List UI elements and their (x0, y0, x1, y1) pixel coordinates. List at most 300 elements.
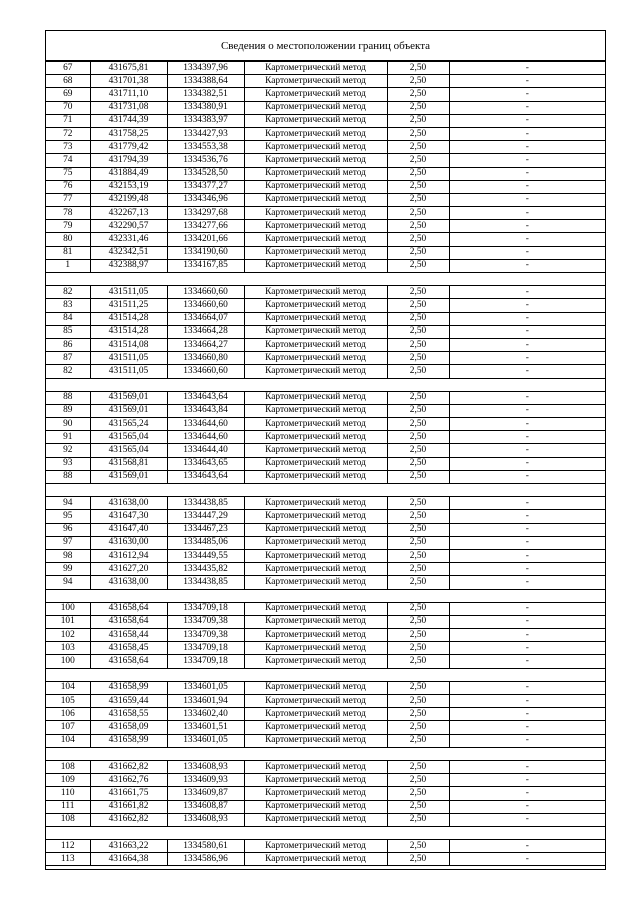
description-cell: - (449, 352, 605, 365)
separator-cell (46, 826, 605, 839)
y-coordinate-cell: 1334664,28 (167, 325, 244, 338)
x-coordinate-cell: 431569,01 (90, 391, 167, 404)
method-cell: Картометрический метод (244, 470, 387, 483)
method-cell: Картометрический метод (244, 62, 387, 75)
table-row (46, 721, 605, 734)
x-coordinate-cell: 431511,05 (90, 286, 167, 299)
y-coordinate-cell: 1334644,60 (167, 431, 244, 444)
accuracy-cell: 2,50 (387, 695, 449, 708)
method-cell: Картометрический метод (244, 101, 387, 114)
table-body (46, 62, 605, 866)
x-coordinate-cell: 431701,38 (90, 75, 167, 88)
table-row (46, 853, 605, 866)
method-cell: Картометрический метод (244, 444, 387, 457)
table-row (46, 510, 605, 523)
y-coordinate-cell: 1334601,05 (167, 681, 244, 694)
point-number-cell: 94 (46, 497, 90, 510)
accuracy-cell: 2,50 (387, 457, 449, 470)
x-coordinate-cell: 431511,25 (90, 299, 167, 312)
accuracy-cell: 2,50 (387, 299, 449, 312)
point-number-cell: 85 (46, 325, 90, 338)
description-cell: - (449, 404, 605, 417)
x-coordinate-cell: 431663,22 (90, 840, 167, 853)
accuracy-cell: 2,50 (387, 62, 449, 75)
accuracy-cell: 2,50 (387, 444, 449, 457)
accuracy-cell: 2,50 (387, 101, 449, 114)
accuracy-cell: 2,50 (387, 246, 449, 259)
y-coordinate-cell: 1334660,80 (167, 352, 244, 365)
point-number-cell: 83 (46, 299, 90, 312)
description-cell: - (449, 127, 605, 140)
method-cell: Картометрический метод (244, 536, 387, 549)
group-separator-row (46, 826, 605, 839)
y-coordinate-cell: 1334643,64 (167, 391, 244, 404)
x-coordinate-cell: 432388,97 (90, 259, 167, 272)
description-cell: - (449, 840, 605, 853)
y-coordinate-cell: 1334427,93 (167, 127, 244, 140)
description-cell: - (449, 721, 605, 734)
table-row (46, 681, 605, 694)
accuracy-cell: 2,50 (387, 418, 449, 431)
accuracy-cell: 2,50 (387, 259, 449, 272)
point-number-cell: 81 (46, 246, 90, 259)
description-cell: - (449, 576, 605, 589)
group-separator-row (46, 668, 605, 681)
method-cell: Картометрический метод (244, 352, 387, 365)
table-row (46, 259, 605, 272)
table-row (46, 708, 605, 721)
x-coordinate-cell: 431569,01 (90, 404, 167, 417)
x-coordinate-cell: 432331,46 (90, 233, 167, 246)
table-row (46, 365, 605, 378)
accuracy-cell: 2,50 (387, 721, 449, 734)
x-coordinate-cell: 431659,44 (90, 695, 167, 708)
x-coordinate-cell: 431711,10 (90, 88, 167, 101)
point-number-cell: 90 (46, 418, 90, 431)
description-cell: - (449, 365, 605, 378)
accuracy-cell: 2,50 (387, 853, 449, 866)
description-cell: - (449, 523, 605, 536)
y-coordinate-cell: 1334190,60 (167, 246, 244, 259)
group-separator-row (46, 378, 605, 391)
description-cell: - (449, 141, 605, 154)
method-cell: Картометрический метод (244, 299, 387, 312)
x-coordinate-cell: 431662,76 (90, 774, 167, 787)
y-coordinate-cell: 1334388,64 (167, 75, 244, 88)
accuracy-cell: 2,50 (387, 813, 449, 826)
description-cell: - (449, 114, 605, 127)
y-coordinate-cell: 1334608,87 (167, 800, 244, 813)
x-coordinate-cell: 431658,64 (90, 615, 167, 628)
table-row (46, 497, 605, 510)
method-cell: Картометрический метод (244, 760, 387, 773)
description-cell: - (449, 760, 605, 773)
description-cell: - (449, 655, 605, 668)
x-coordinate-cell: 431511,05 (90, 365, 167, 378)
table-row (46, 523, 605, 536)
method-cell: Картометрический метод (244, 404, 387, 417)
document-title: Сведения о местоположении границ объекта (46, 31, 605, 61)
point-number-cell: 112 (46, 840, 90, 853)
method-cell: Картометрический метод (244, 418, 387, 431)
separator-cell (46, 668, 605, 681)
table-row (46, 655, 605, 668)
method-cell: Картометрический метод (244, 813, 387, 826)
y-coordinate-cell: 1334608,93 (167, 813, 244, 826)
y-coordinate-cell: 1334660,60 (167, 365, 244, 378)
point-number-cell: 110 (46, 787, 90, 800)
y-coordinate-cell: 1334536,76 (167, 154, 244, 167)
x-coordinate-cell: 431662,82 (90, 760, 167, 773)
accuracy-cell: 2,50 (387, 563, 449, 576)
x-coordinate-cell: 431779,42 (90, 141, 167, 154)
accuracy-cell: 2,50 (387, 536, 449, 549)
y-coordinate-cell: 1334586,96 (167, 853, 244, 866)
point-number-cell: 84 (46, 312, 90, 325)
table-row (46, 840, 605, 853)
y-coordinate-cell: 1334553,38 (167, 141, 244, 154)
table-row (46, 167, 605, 180)
y-coordinate-cell: 1334644,60 (167, 418, 244, 431)
table-row (46, 127, 605, 140)
description-cell: - (449, 497, 605, 510)
accuracy-cell: 2,50 (387, 760, 449, 773)
y-coordinate-cell: 1334602,40 (167, 708, 244, 721)
description-cell: - (449, 536, 605, 549)
point-number-cell: 70 (46, 101, 90, 114)
point-number-cell: 82 (46, 286, 90, 299)
description-cell: - (449, 813, 605, 826)
accuracy-cell: 2,50 (387, 840, 449, 853)
y-coordinate-cell: 1334643,65 (167, 457, 244, 470)
x-coordinate-cell: 431658,99 (90, 681, 167, 694)
table-row (46, 141, 605, 154)
x-coordinate-cell: 431627,20 (90, 563, 167, 576)
description-cell: - (449, 734, 605, 747)
group-separator-row (46, 589, 605, 602)
description-cell: - (449, 681, 605, 694)
y-coordinate-cell: 1334580,61 (167, 840, 244, 853)
point-number-cell: 93 (46, 457, 90, 470)
accuracy-cell: 2,50 (387, 629, 449, 642)
description-cell: - (449, 695, 605, 708)
accuracy-cell: 2,50 (387, 391, 449, 404)
table-row (46, 431, 605, 444)
method-cell: Картометрический метод (244, 563, 387, 576)
x-coordinate-cell: 431569,01 (90, 470, 167, 483)
method-cell: Картометрический метод (244, 497, 387, 510)
point-number-cell: 98 (46, 549, 90, 562)
y-coordinate-cell: 1334609,93 (167, 774, 244, 787)
method-cell: Картометрический метод (244, 154, 387, 167)
point-number-cell: 71 (46, 114, 90, 127)
y-coordinate-cell: 1334380,91 (167, 101, 244, 114)
method-cell: Картометрический метод (244, 180, 387, 193)
table-row (46, 325, 605, 338)
point-number-cell: 113 (46, 853, 90, 866)
accuracy-cell: 2,50 (387, 180, 449, 193)
y-coordinate-cell: 1334277,66 (167, 220, 244, 233)
accuracy-cell: 2,50 (387, 404, 449, 417)
accuracy-cell: 2,50 (387, 114, 449, 127)
accuracy-cell: 2,50 (387, 523, 449, 536)
table-row (46, 286, 605, 299)
accuracy-cell: 2,50 (387, 576, 449, 589)
x-coordinate-cell: 431658,45 (90, 642, 167, 655)
accuracy-cell: 2,50 (387, 233, 449, 246)
y-coordinate-cell: 1334346,96 (167, 193, 244, 206)
table-row (46, 352, 605, 365)
y-coordinate-cell: 1334485,06 (167, 536, 244, 549)
x-coordinate-cell: 431514,08 (90, 338, 167, 351)
method-cell: Картометрический метод (244, 576, 387, 589)
accuracy-cell: 2,50 (387, 220, 449, 233)
point-number-cell: 100 (46, 602, 90, 615)
x-coordinate-cell: 431661,75 (90, 787, 167, 800)
description-cell: - (449, 563, 605, 576)
table-row (46, 154, 605, 167)
method-cell: Картометрический метод (244, 681, 387, 694)
point-number-cell: 95 (46, 510, 90, 523)
document-frame (45, 30, 606, 870)
table-row (46, 299, 605, 312)
separator-cell (46, 589, 605, 602)
point-number-cell: 68 (46, 75, 90, 88)
group-separator-row (46, 273, 605, 286)
description-cell: - (449, 457, 605, 470)
table-row (46, 813, 605, 826)
point-number-cell: 92 (46, 444, 90, 457)
method-cell: Картометрический метод (244, 141, 387, 154)
accuracy-cell: 2,50 (387, 681, 449, 694)
method-cell: Картометрический метод (244, 853, 387, 866)
x-coordinate-cell: 431744,39 (90, 114, 167, 127)
x-coordinate-cell: 431662,82 (90, 813, 167, 826)
point-number-cell: 86 (46, 338, 90, 351)
accuracy-cell: 2,50 (387, 312, 449, 325)
point-number-cell: 100 (46, 655, 90, 668)
y-coordinate-cell: 1334709,18 (167, 602, 244, 615)
table-row (46, 800, 605, 813)
y-coordinate-cell: 1334449,55 (167, 549, 244, 562)
method-cell: Картометрический метод (244, 431, 387, 444)
description-cell: - (449, 154, 605, 167)
point-number-cell: 82 (46, 365, 90, 378)
description-cell: - (449, 312, 605, 325)
x-coordinate-cell: 432290,57 (90, 220, 167, 233)
y-coordinate-cell: 1334201,66 (167, 233, 244, 246)
accuracy-cell: 2,50 (387, 549, 449, 562)
description-cell: - (449, 338, 605, 351)
method-cell: Картометрический метод (244, 510, 387, 523)
description-cell: - (449, 418, 605, 431)
accuracy-cell: 2,50 (387, 75, 449, 88)
point-number-cell: 99 (46, 563, 90, 576)
method-cell: Картометрический метод (244, 259, 387, 272)
method-cell: Картометрический метод (244, 602, 387, 615)
table-row (46, 193, 605, 206)
point-number-cell: 89 (46, 404, 90, 417)
method-cell: Картометрический метод (244, 840, 387, 853)
accuracy-cell: 2,50 (387, 510, 449, 523)
group-separator-row (46, 484, 605, 497)
accuracy-cell: 2,50 (387, 365, 449, 378)
point-number-cell: 91 (46, 431, 90, 444)
x-coordinate-cell: 431514,28 (90, 325, 167, 338)
table-row (46, 220, 605, 233)
description-cell: - (449, 510, 605, 523)
description-cell: - (449, 602, 605, 615)
method-cell: Картометрический метод (244, 246, 387, 259)
description-cell: - (449, 615, 605, 628)
accuracy-cell: 2,50 (387, 431, 449, 444)
accuracy-cell: 2,50 (387, 615, 449, 628)
point-number-cell: 102 (46, 629, 90, 642)
separator-cell (46, 484, 605, 497)
point-number-cell: 101 (46, 615, 90, 628)
y-coordinate-cell: 1334660,60 (167, 286, 244, 299)
y-coordinate-cell: 1334447,29 (167, 510, 244, 523)
method-cell: Картометрический метод (244, 127, 387, 140)
method-cell: Картометрический метод (244, 629, 387, 642)
point-number-cell: 104 (46, 681, 90, 694)
x-coordinate-cell: 431658,09 (90, 721, 167, 734)
x-coordinate-cell: 431514,28 (90, 312, 167, 325)
description-cell: - (449, 180, 605, 193)
accuracy-cell: 2,50 (387, 497, 449, 510)
method-cell: Картометрический метод (244, 391, 387, 404)
x-coordinate-cell: 431612,94 (90, 549, 167, 562)
method-cell: Картометрический метод (244, 312, 387, 325)
accuracy-cell: 2,50 (387, 286, 449, 299)
accuracy-cell: 2,50 (387, 154, 449, 167)
y-coordinate-cell: 1334438,85 (167, 497, 244, 510)
separator-cell (46, 273, 605, 286)
method-cell: Картометрический метод (244, 325, 387, 338)
y-coordinate-cell: 1334643,84 (167, 404, 244, 417)
x-coordinate-cell: 431565,04 (90, 444, 167, 457)
y-coordinate-cell: 1334167,85 (167, 259, 244, 272)
table-row (46, 602, 605, 615)
point-number-cell: 111 (46, 800, 90, 813)
description-cell: - (449, 431, 605, 444)
point-number-cell: 106 (46, 708, 90, 721)
table-row (46, 549, 605, 562)
point-number-cell: 67 (46, 62, 90, 75)
table-row (46, 338, 605, 351)
accuracy-cell: 2,50 (387, 642, 449, 655)
method-cell: Картометрический метод (244, 167, 387, 180)
y-coordinate-cell: 1334643,64 (167, 470, 244, 483)
method-cell: Картометрический метод (244, 734, 387, 747)
method-cell: Картометрический метод (244, 549, 387, 562)
table-row (46, 207, 605, 220)
x-coordinate-cell: 432199,48 (90, 193, 167, 206)
table-row (46, 312, 605, 325)
x-coordinate-cell: 432153,19 (90, 180, 167, 193)
method-cell: Картометрический метод (244, 523, 387, 536)
y-coordinate-cell: 1334601,05 (167, 734, 244, 747)
x-coordinate-cell: 431630,00 (90, 536, 167, 549)
method-cell: Картометрический метод (244, 286, 387, 299)
table-row (46, 88, 605, 101)
description-cell: - (449, 299, 605, 312)
x-coordinate-cell: 431664,38 (90, 853, 167, 866)
x-coordinate-cell: 431647,30 (90, 510, 167, 523)
description-cell: - (449, 800, 605, 813)
y-coordinate-cell: 1334382,51 (167, 88, 244, 101)
point-number-cell: 107 (46, 721, 90, 734)
x-coordinate-cell: 431511,05 (90, 352, 167, 365)
y-coordinate-cell: 1334528,50 (167, 167, 244, 180)
table-row (46, 391, 605, 404)
method-cell: Картометрический метод (244, 75, 387, 88)
method-cell: Картометрический метод (244, 114, 387, 127)
point-number-cell: 72 (46, 127, 90, 140)
x-coordinate-cell: 431565,04 (90, 431, 167, 444)
table-row (46, 246, 605, 259)
description-cell: - (449, 391, 605, 404)
description-cell: - (449, 708, 605, 721)
description-cell: - (449, 470, 605, 483)
point-number-cell: 79 (46, 220, 90, 233)
point-number-cell: 104 (46, 734, 90, 747)
description-cell: - (449, 549, 605, 562)
table-row (46, 536, 605, 549)
method-cell: Картометрический метод (244, 338, 387, 351)
description-cell: - (449, 75, 605, 88)
x-coordinate-cell: 431794,39 (90, 154, 167, 167)
x-coordinate-cell: 431658,64 (90, 602, 167, 615)
x-coordinate-cell: 432342,51 (90, 246, 167, 259)
accuracy-cell: 2,50 (387, 602, 449, 615)
table-row (46, 787, 605, 800)
description-cell: - (449, 220, 605, 233)
y-coordinate-cell: 1334601,94 (167, 695, 244, 708)
table-row (46, 774, 605, 787)
y-coordinate-cell: 1334608,93 (167, 760, 244, 773)
method-cell: Картометрический метод (244, 787, 387, 800)
x-coordinate-cell: 432267,13 (90, 207, 167, 220)
x-coordinate-cell: 431675,81 (90, 62, 167, 75)
method-cell: Картометрический метод (244, 615, 387, 628)
table-row (46, 101, 605, 114)
point-number-cell: 1 (46, 259, 90, 272)
x-coordinate-cell: 431658,44 (90, 629, 167, 642)
table-row (46, 444, 605, 457)
method-cell: Картометрический метод (244, 708, 387, 721)
y-coordinate-cell: 1334438,85 (167, 576, 244, 589)
accuracy-cell: 2,50 (387, 141, 449, 154)
point-number-cell: 108 (46, 813, 90, 826)
accuracy-cell: 2,50 (387, 708, 449, 721)
point-number-cell: 69 (46, 88, 90, 101)
point-number-cell: 97 (46, 536, 90, 549)
table-row (46, 457, 605, 470)
point-number-cell: 76 (46, 180, 90, 193)
y-coordinate-cell: 1334601,51 (167, 721, 244, 734)
y-coordinate-cell: 1334397,96 (167, 62, 244, 75)
method-cell: Картометрический метод (244, 365, 387, 378)
method-cell: Картометрический метод (244, 721, 387, 734)
description-cell: - (449, 193, 605, 206)
description-cell: - (449, 286, 605, 299)
x-coordinate-cell: 431658,99 (90, 734, 167, 747)
point-number-cell: 80 (46, 233, 90, 246)
accuracy-cell: 2,50 (387, 655, 449, 668)
y-coordinate-cell: 1334709,18 (167, 655, 244, 668)
method-cell: Картометрический метод (244, 695, 387, 708)
